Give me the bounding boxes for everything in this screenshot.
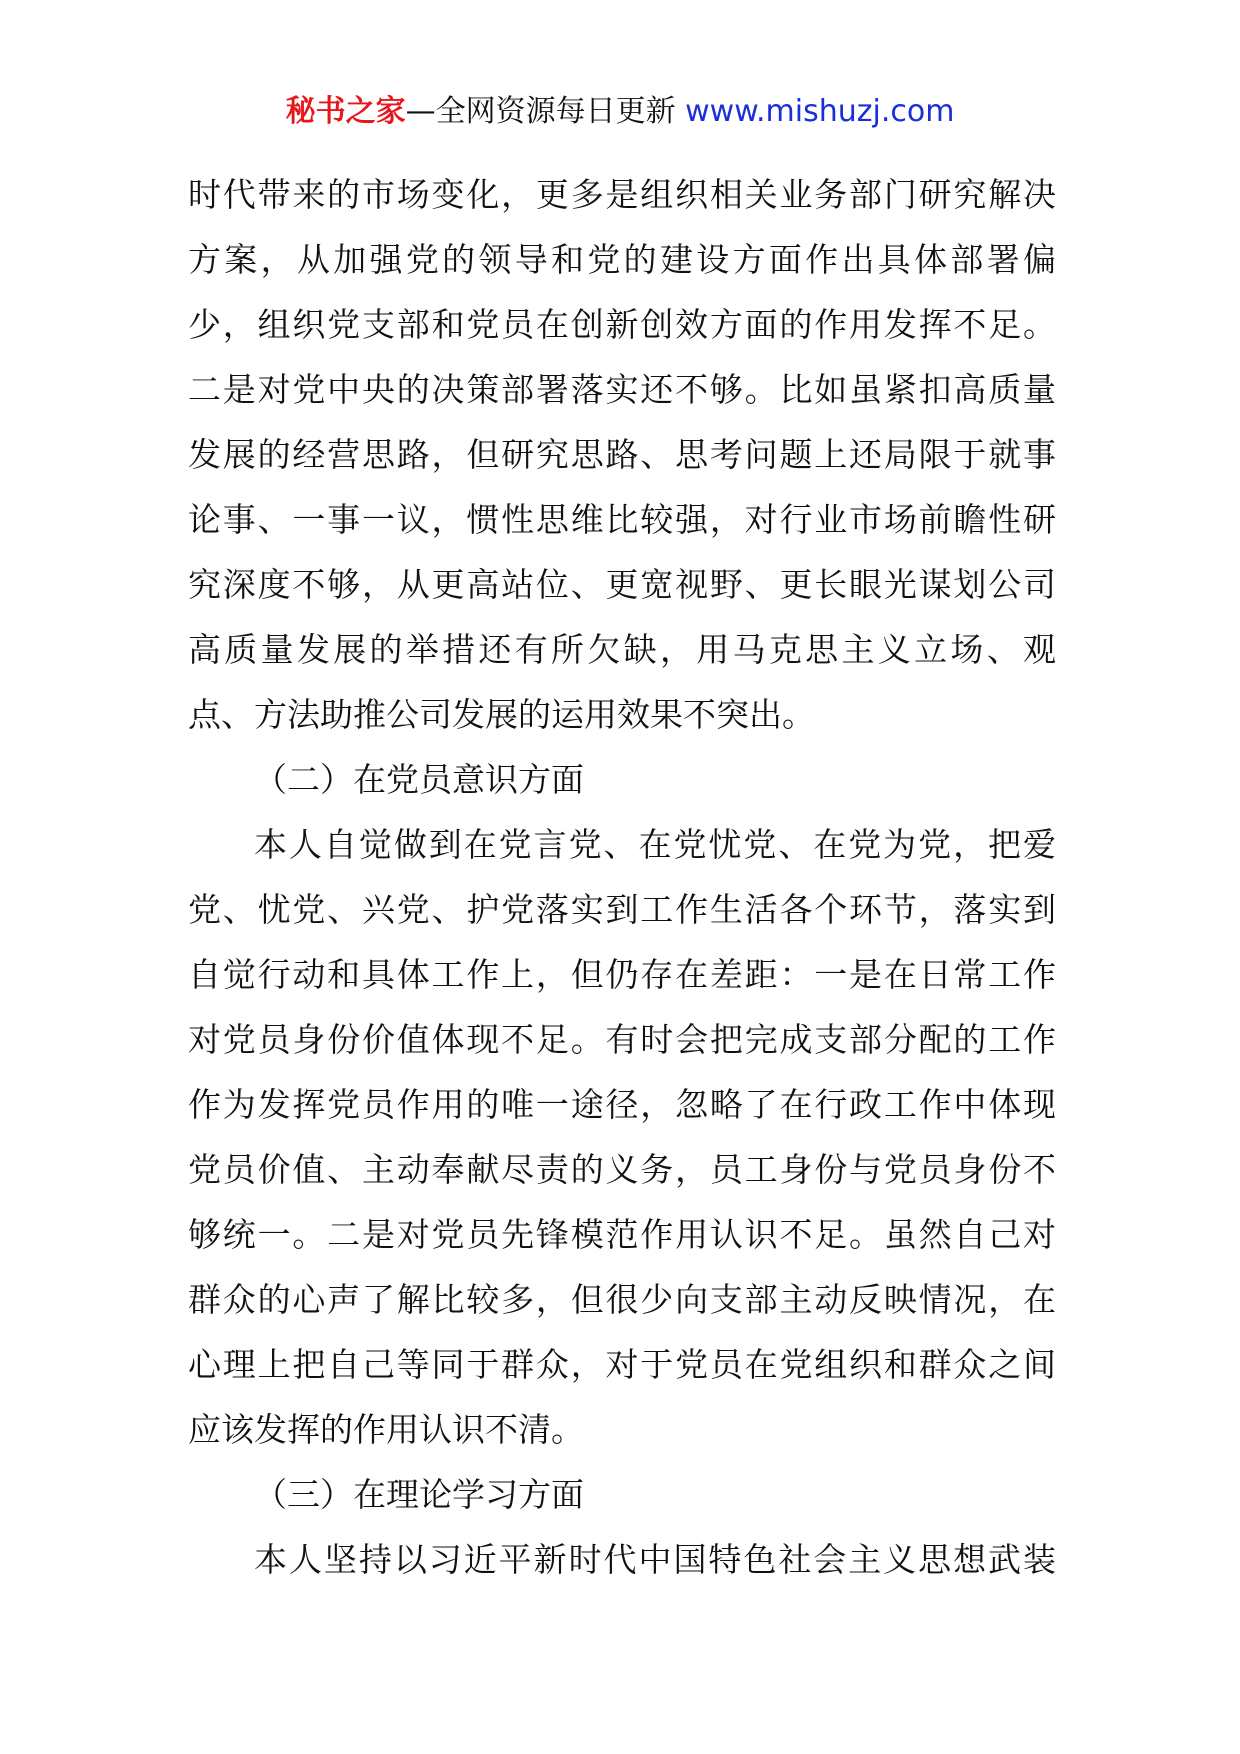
section-heading: （二）在党员意识方面 — [254, 760, 584, 799]
text-line: 发展的经营思路，但研究思路、思考问题上还局限于就事 — [188, 435, 1056, 474]
text-line: 二是对党中央的决策部署落实还不够。比如虽紧扣高质量 — [188, 370, 1056, 409]
section-heading: （三）在理论学习方面 — [254, 1475, 584, 1514]
paragraph-first-line: 本人自觉做到在党言党、在党忧党、在党为党，把爱 — [254, 825, 1056, 864]
site-url-link[interactable]: www.mishuzj.com — [685, 94, 955, 129]
text-line: 党员价值、主动奉献尽责的义务，员工身份与党员身份不 — [188, 1150, 1056, 1189]
text-line: 对党员身份价值体现不足。有时会把完成支部分配的工作 — [188, 1020, 1056, 1059]
text-line: 点、方法助推公司发展的运用效果不突出。 — [188, 695, 815, 734]
text-line: 高质量发展的举措还有所欠缺，用马克思主义立场、观 — [188, 630, 1056, 669]
text-line: 论事、一事一议，惯性思维比较强，对行业市场前瞻性研 — [188, 500, 1056, 539]
text-line: 够统一。二是对党员先锋模范作用认识不足。虽然自己对 — [188, 1215, 1056, 1254]
text-line: 自觉行动和具体工作上，但仍存在差距：一是在日常工作 — [188, 955, 1056, 994]
paragraph-first-line: 本人坚持以习近平新时代中国特色社会主义思想武装 — [254, 1540, 1056, 1579]
text-line: 方案，从加强党的领导和党的建设方面作出具体部署偏 — [188, 240, 1056, 279]
site-slogan: —全网资源每日更新 — [405, 94, 686, 129]
text-line: 应该发挥的作用认识不清。 — [188, 1410, 584, 1449]
site-header-banner — [0, 92, 1240, 132]
text-line: 作为发挥党员作用的唯一途径，忽略了在行政工作中体现 — [188, 1085, 1056, 1124]
text-line: 心理上把自己等同于群众，对于党员在党组织和群众之间 — [188, 1345, 1056, 1384]
document-body — [188, 162, 1056, 1592]
text-line: 时代带来的市场变化，更多是组织相关业务部门研究解决 — [188, 175, 1056, 214]
text-line: 少，组织党支部和党员在创新创效方面的作用发挥不足。 — [188, 305, 1056, 344]
text-line: 党、忧党、兴党、护党落实到工作生活各个环节，落实到 — [188, 890, 1056, 929]
site-brand-name: 秘书之家 — [285, 94, 406, 129]
text-line: 究深度不够，从更高站位、更宽视野、更长眼光谋划公司 — [188, 565, 1056, 604]
text-line: 群众的心声了解比较多，但很少向支部主动反映情况，在 — [188, 1280, 1056, 1319]
